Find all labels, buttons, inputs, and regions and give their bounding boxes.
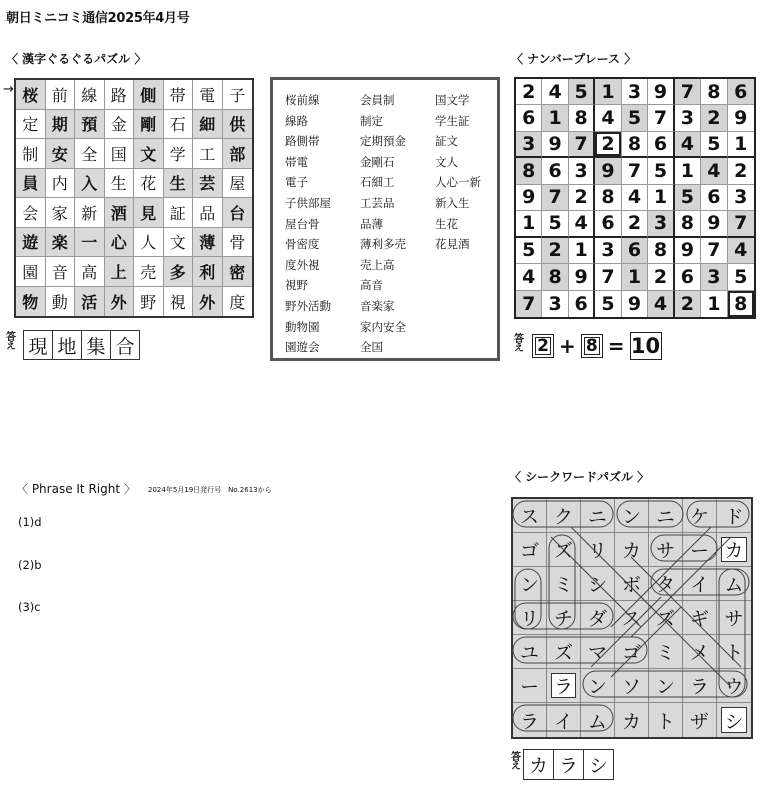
- sudoku-cell: 6: [595, 211, 621, 237]
- sudoku-cell: 2: [622, 211, 648, 237]
- sudoku-cell: 2: [728, 158, 754, 184]
- word-list-item: 路側帯: [285, 134, 320, 149]
- word-list-item: 文人: [435, 154, 458, 169]
- seek-word-cell: ザ: [683, 703, 717, 737]
- sudoku-cell: 7: [595, 264, 621, 290]
- sudoku-cell: 9: [595, 158, 621, 184]
- sudoku-cell: 2: [701, 105, 727, 131]
- sudoku-cell: 2: [595, 132, 621, 158]
- word-list-item: 証文: [435, 134, 458, 149]
- word-list-item: 家内安全: [360, 319, 406, 334]
- seek-word-cell: ス: [615, 601, 649, 635]
- kanji-cell: 薄: [193, 228, 223, 258]
- sudoku-cell: 2: [648, 264, 674, 290]
- sudoku-cell: 9: [701, 211, 727, 237]
- seek-word-cell: ー: [683, 533, 717, 567]
- sudoku-cell: 5: [701, 132, 727, 158]
- kanji-cell: 入: [75, 169, 105, 199]
- sudoku-cell: 3: [648, 211, 674, 237]
- word-list-item: 国文学: [435, 93, 470, 107]
- kanji-cell: 線: [75, 80, 105, 110]
- kanji-cell: 国: [105, 139, 135, 169]
- plus-sign: +: [559, 334, 576, 358]
- word-list-item: 視野: [285, 278, 308, 293]
- kanji-cell: 子: [223, 80, 253, 110]
- word-list-column-3: [435, 90, 481, 255]
- seek-word-cell: シ: [581, 567, 615, 601]
- kanji-cell: 預: [75, 110, 105, 140]
- sudoku-cell: 5: [516, 238, 542, 264]
- seek-word-cell: ト: [649, 703, 683, 737]
- seek-word-cell: タ: [649, 567, 683, 601]
- sudoku-cell: 4: [675, 132, 701, 158]
- seek-word-cell: ー: [513, 669, 547, 703]
- kanji-cell: 外: [193, 287, 223, 317]
- word-list-item: 会員制: [360, 93, 395, 107]
- word-list-item: 全国: [360, 340, 383, 355]
- word-list-item: 薄利多売: [360, 237, 406, 252]
- sudoku-cell: 4: [728, 238, 754, 264]
- seek-word-cell: ケ: [683, 499, 717, 533]
- seek-word-answer-cell: シ: [583, 749, 614, 780]
- kanji-cell: 生: [105, 169, 135, 199]
- kanji-cell: 石: [164, 110, 194, 140]
- word-list-item: 帯電: [285, 154, 308, 169]
- seek-word-cell: ウ: [717, 669, 751, 703]
- kanji-cell: 部: [223, 139, 253, 169]
- sudoku-cell: 9: [516, 185, 542, 211]
- seek-word-cell: ギ: [683, 601, 717, 635]
- sudoku-cell: 2: [675, 291, 701, 317]
- kanji-cell: 全: [75, 139, 105, 169]
- sudoku-cell: 4: [569, 211, 595, 237]
- sudoku-cell: 5: [542, 211, 568, 237]
- seek-word-answer-cell: ラ: [553, 749, 584, 780]
- seek-word-cell: ム: [581, 703, 615, 737]
- sudoku-cell: 6: [569, 291, 595, 317]
- kanji-cell: 証: [164, 198, 194, 228]
- sudoku-cell: 7: [622, 158, 648, 184]
- kanji-cell: 工: [193, 139, 223, 169]
- seek-word-cell: サ: [649, 533, 683, 567]
- kanji-cell: 細: [193, 110, 223, 140]
- answer-result: 10: [630, 334, 661, 358]
- seek-word-cell: ズ: [547, 635, 581, 669]
- sudoku-cell: 8: [516, 158, 542, 184]
- answer-digit-b: 8: [581, 334, 603, 358]
- sudoku-cell: 1: [516, 211, 542, 237]
- sudoku-cell: 1: [675, 158, 701, 184]
- sudoku-cell: 6: [622, 238, 648, 264]
- kanji-cell: 園: [16, 257, 46, 287]
- sudoku-cell: 8: [701, 79, 727, 105]
- sudoku-cell: 1: [569, 238, 595, 264]
- kanji-cell: 定: [16, 110, 46, 140]
- seek-word-cell: ム: [717, 567, 751, 601]
- seek-word-cell: ニ: [649, 499, 683, 533]
- kanji-cell: 利: [193, 257, 223, 287]
- kanji-cell: 供: [223, 110, 253, 140]
- kanji-cell: 上: [105, 257, 135, 287]
- seek-word-answer: [524, 749, 614, 780]
- kanji-cell: 品: [193, 198, 223, 228]
- sudoku-cell: 3: [675, 105, 701, 131]
- seek-word-cell: サ: [717, 601, 751, 635]
- sudoku-cell: 4: [701, 158, 727, 184]
- kanji-answer-cell: 集: [81, 330, 111, 360]
- word-list-column-1: [285, 90, 331, 358]
- seek-word-cell: ト: [717, 635, 751, 669]
- word-list-item: 電子: [285, 175, 308, 190]
- kanji-cell: 学: [164, 139, 194, 169]
- kanji-cell: 内: [46, 169, 76, 199]
- sudoku-grid: [514, 77, 756, 319]
- word-list-item: 金剛石: [360, 154, 395, 169]
- kanji-cell: 動: [46, 287, 76, 317]
- kanji-answer-label: 答え: [6, 332, 16, 352]
- sudoku-cell: 8: [675, 211, 701, 237]
- seek-word-cell: ミ: [547, 567, 581, 601]
- sudoku-cell: 8: [648, 238, 674, 264]
- seek-word-cell: メ: [683, 635, 717, 669]
- sudoku-cell: 5: [569, 79, 595, 105]
- seek-word-cell: カ: [717, 533, 751, 567]
- kanji-cell: 文: [164, 228, 194, 258]
- sudoku-cell: 1: [595, 79, 621, 105]
- word-list-item: 桜前線: [285, 93, 320, 107]
- word-list-item: 工芸品: [360, 195, 395, 210]
- sudoku-cell: 6: [701, 185, 727, 211]
- word-list-item: 人心一新: [435, 175, 481, 190]
- sudoku-cell: 6: [675, 264, 701, 290]
- seek-word-cell: ユ: [513, 635, 547, 669]
- seek-word-grid: [511, 497, 753, 739]
- sudoku-cell: 6: [516, 105, 542, 131]
- sudoku-cell: 6: [648, 132, 674, 158]
- kanji-cell: 新: [75, 198, 105, 228]
- sudoku-cell: 1: [542, 105, 568, 131]
- word-list-item: 生花: [435, 216, 458, 231]
- seek-word-answer-cell: カ: [523, 749, 554, 780]
- sudoku-cell: 4: [595, 105, 621, 131]
- kanji-cell: 芸: [193, 169, 223, 199]
- sudoku-cell: 6: [728, 79, 754, 105]
- sudoku-cell: 7: [542, 185, 568, 211]
- kanji-cell: 家: [46, 198, 76, 228]
- word-list-item: 花見酒: [435, 237, 470, 252]
- seek-word-title: 〈 シークワードパズル 〉: [509, 470, 650, 484]
- kanji-cell: 度: [223, 287, 253, 317]
- phrase-answer-1: (1)d: [18, 515, 42, 529]
- phrase-issue-note: 2024年5月19日発行号 No.2613から: [148, 486, 272, 494]
- kanji-grid: [14, 78, 254, 318]
- sudoku-cell: 9: [622, 291, 648, 317]
- seek-word-cell: ズ: [547, 533, 581, 567]
- kanji-answer-cell: 地: [52, 330, 82, 360]
- word-list-item: 度外視: [285, 257, 320, 272]
- sudoku-cell: 1: [728, 132, 754, 158]
- kanji-answer-cell: 合: [110, 330, 140, 360]
- sudoku-cell: 9: [675, 238, 701, 264]
- sudoku-cell: 4: [622, 185, 648, 211]
- word-list-item: 屋台骨: [285, 216, 320, 231]
- word-list-item: 子供部屋: [285, 195, 331, 210]
- number-place-title: 〈 ナンバープレース 〉: [511, 52, 637, 66]
- sudoku-cell: 3: [542, 291, 568, 317]
- sudoku-cell: 3: [728, 185, 754, 211]
- kanji-cell: 遊: [16, 228, 46, 258]
- kanji-cell: 安: [46, 139, 76, 169]
- word-list-item: 音楽家: [360, 298, 395, 313]
- sudoku-cell: 4: [648, 291, 674, 317]
- sudoku-cell: 8: [728, 291, 754, 317]
- kanji-cell: 金: [105, 110, 135, 140]
- kanji-cell: 電: [193, 80, 223, 110]
- kanji-cell: 桜: [16, 80, 46, 110]
- phrase-it-right-title: 〈 Phrase It Right 〉: [16, 482, 136, 496]
- sudoku-cell: 7: [648, 105, 674, 131]
- sudoku-cell: 2: [569, 185, 595, 211]
- seek-word-cell: イ: [683, 567, 717, 601]
- sudoku-cell: 1: [701, 291, 727, 317]
- seek-word-cell: ン: [649, 669, 683, 703]
- seek-word-cell: ン: [513, 567, 547, 601]
- sudoku-cell: 9: [728, 105, 754, 131]
- phrase-answer-2: (2)b: [18, 558, 42, 572]
- seek-word-cell: ン: [615, 499, 649, 533]
- sudoku-cell: 3: [622, 79, 648, 105]
- sudoku-cell: 3: [569, 158, 595, 184]
- word-list-item: 骨密度: [285, 237, 320, 252]
- seek-word-cell: リ: [581, 533, 615, 567]
- seek-word-cell: リ: [513, 601, 547, 635]
- sudoku-cell: 9: [569, 264, 595, 290]
- kanji-cell: 音: [46, 257, 76, 287]
- kanji-cell: 密: [223, 257, 253, 287]
- word-list-item: 学生証: [435, 113, 470, 128]
- kanji-cell: 高: [75, 257, 105, 287]
- word-list-item: 売上高: [360, 257, 395, 272]
- sudoku-cell: 7: [701, 238, 727, 264]
- sudoku-cell: 5: [595, 291, 621, 317]
- seek-word-cell: カ: [615, 703, 649, 737]
- seek-word-cell: ク: [547, 499, 581, 533]
- sudoku-cell: 7: [728, 211, 754, 237]
- word-list-item: 新入生: [435, 195, 470, 210]
- word-list-item: 高音: [360, 278, 383, 293]
- sudoku-cell: 8: [595, 185, 621, 211]
- sudoku-cell: 3: [701, 264, 727, 290]
- kanji-cell: 員: [16, 169, 46, 199]
- seek-word-answer-label: 答え: [511, 752, 521, 772]
- seek-word-cell: ド: [717, 499, 751, 533]
- kanji-cell: 物: [16, 287, 46, 317]
- kanji-answer-cell: 現: [23, 330, 53, 360]
- word-list-item: 石細工: [360, 175, 395, 190]
- kanji-cell: 前: [46, 80, 76, 110]
- kanji-cell: 屋: [223, 169, 253, 199]
- sudoku-cell: 8: [542, 264, 568, 290]
- kanji-answer: [24, 330, 140, 360]
- seek-word-cell: ン: [581, 669, 615, 703]
- answer-digit-a: 2: [532, 334, 554, 358]
- seek-word-cell: ゴ: [513, 533, 547, 567]
- word-list-item: 動物園: [285, 319, 320, 334]
- seek-word-cell: イ: [547, 703, 581, 737]
- kanji-cell: 路: [105, 80, 135, 110]
- sudoku-cell: 8: [569, 105, 595, 131]
- kanji-cell: 外: [105, 287, 135, 317]
- kanji-cell: 売: [134, 257, 164, 287]
- phrase-answer-3: (3)c: [18, 600, 41, 614]
- kanji-cell: 台: [223, 198, 253, 228]
- kanji-cell: 帯: [164, 80, 194, 110]
- seek-word-cell: チ: [547, 601, 581, 635]
- sudoku-cell: 6: [542, 158, 568, 184]
- sudoku-answer-label: 答え: [514, 334, 524, 354]
- word-list-item: 園遊会: [285, 340, 320, 355]
- seek-word-cell: ラ: [513, 703, 547, 737]
- kanji-cell: 酒: [105, 198, 135, 228]
- equals-sign: =: [607, 334, 625, 358]
- sudoku-cell: 3: [516, 132, 542, 158]
- page-title: 朝日ミニコミ通信2025年4月号: [6, 11, 190, 26]
- seek-word-cell: ソ: [615, 669, 649, 703]
- sudoku-cell: 4: [542, 79, 568, 105]
- seek-word-cell: ダ: [581, 601, 615, 635]
- seek-word-cell: シ: [717, 703, 751, 737]
- sudoku-cell: 2: [516, 79, 542, 105]
- kanji-cell: 側: [134, 80, 164, 110]
- kanji-cell: 期: [46, 110, 76, 140]
- kanji-cell: 文: [134, 139, 164, 169]
- seek-word-cell: ス: [513, 499, 547, 533]
- sudoku-answer: [532, 332, 662, 360]
- kanji-cell: 骨: [223, 228, 253, 258]
- seek-word-cell: ラ: [547, 669, 581, 703]
- seek-word-cell: マ: [581, 635, 615, 669]
- kanji-cell: 制: [16, 139, 46, 169]
- kanji-cell: 多: [164, 257, 194, 287]
- sudoku-cell: 8: [622, 132, 648, 158]
- kanji-cell: 一: [75, 228, 105, 258]
- sudoku-cell: 3: [595, 238, 621, 264]
- kanji-cell: 楽: [46, 228, 76, 258]
- seek-word-cell: ズ: [649, 601, 683, 635]
- word-list-item: 野外活動: [285, 298, 331, 313]
- sudoku-cell: 7: [516, 291, 542, 317]
- word-list-column-2: [360, 90, 406, 358]
- start-arrow-icon: →: [3, 82, 14, 97]
- kanji-cell: 人: [134, 228, 164, 258]
- word-list-item: 線路: [285, 113, 308, 128]
- kanji-cell: 生: [164, 169, 194, 199]
- sudoku-cell: 7: [675, 79, 701, 105]
- sudoku-cell: 7: [569, 132, 595, 158]
- sudoku-cell: 2: [542, 238, 568, 264]
- sudoku-cell: 1: [648, 185, 674, 211]
- seek-word-cell: ミ: [649, 635, 683, 669]
- word-list-item: 品薄: [360, 216, 383, 231]
- sudoku-cell: 9: [648, 79, 674, 105]
- sudoku-cell: 5: [648, 158, 674, 184]
- kanji-cell: 見: [134, 198, 164, 228]
- sudoku-cell: 5: [728, 264, 754, 290]
- seek-word-cell: ゴ: [615, 635, 649, 669]
- sudoku-cell: 5: [675, 185, 701, 211]
- kanji-cell: 心: [105, 228, 135, 258]
- sudoku-cell: 5: [622, 105, 648, 131]
- kanji-cell: 花: [134, 169, 164, 199]
- sudoku-cell: 4: [516, 264, 542, 290]
- seek-word-cell: ラ: [683, 669, 717, 703]
- seek-word-cell: ボ: [615, 567, 649, 601]
- sudoku-cell: 9: [542, 132, 568, 158]
- word-list-box: [270, 77, 500, 361]
- kanji-puzzle-title: 〈 漢字ぐるぐるパズル 〉: [6, 52, 147, 66]
- kanji-cell: 活: [75, 287, 105, 317]
- seek-word-cell: ニ: [581, 499, 615, 533]
- kanji-cell: 剛: [134, 110, 164, 140]
- kanji-cell: 野: [134, 287, 164, 317]
- kanji-cell: 会: [16, 198, 46, 228]
- sudoku-cell: 1: [622, 264, 648, 290]
- seek-word-cell: カ: [615, 533, 649, 567]
- word-list-item: 定期預金: [360, 134, 406, 149]
- word-list-item: 制定: [360, 113, 383, 128]
- kanji-cell: 視: [164, 287, 194, 317]
